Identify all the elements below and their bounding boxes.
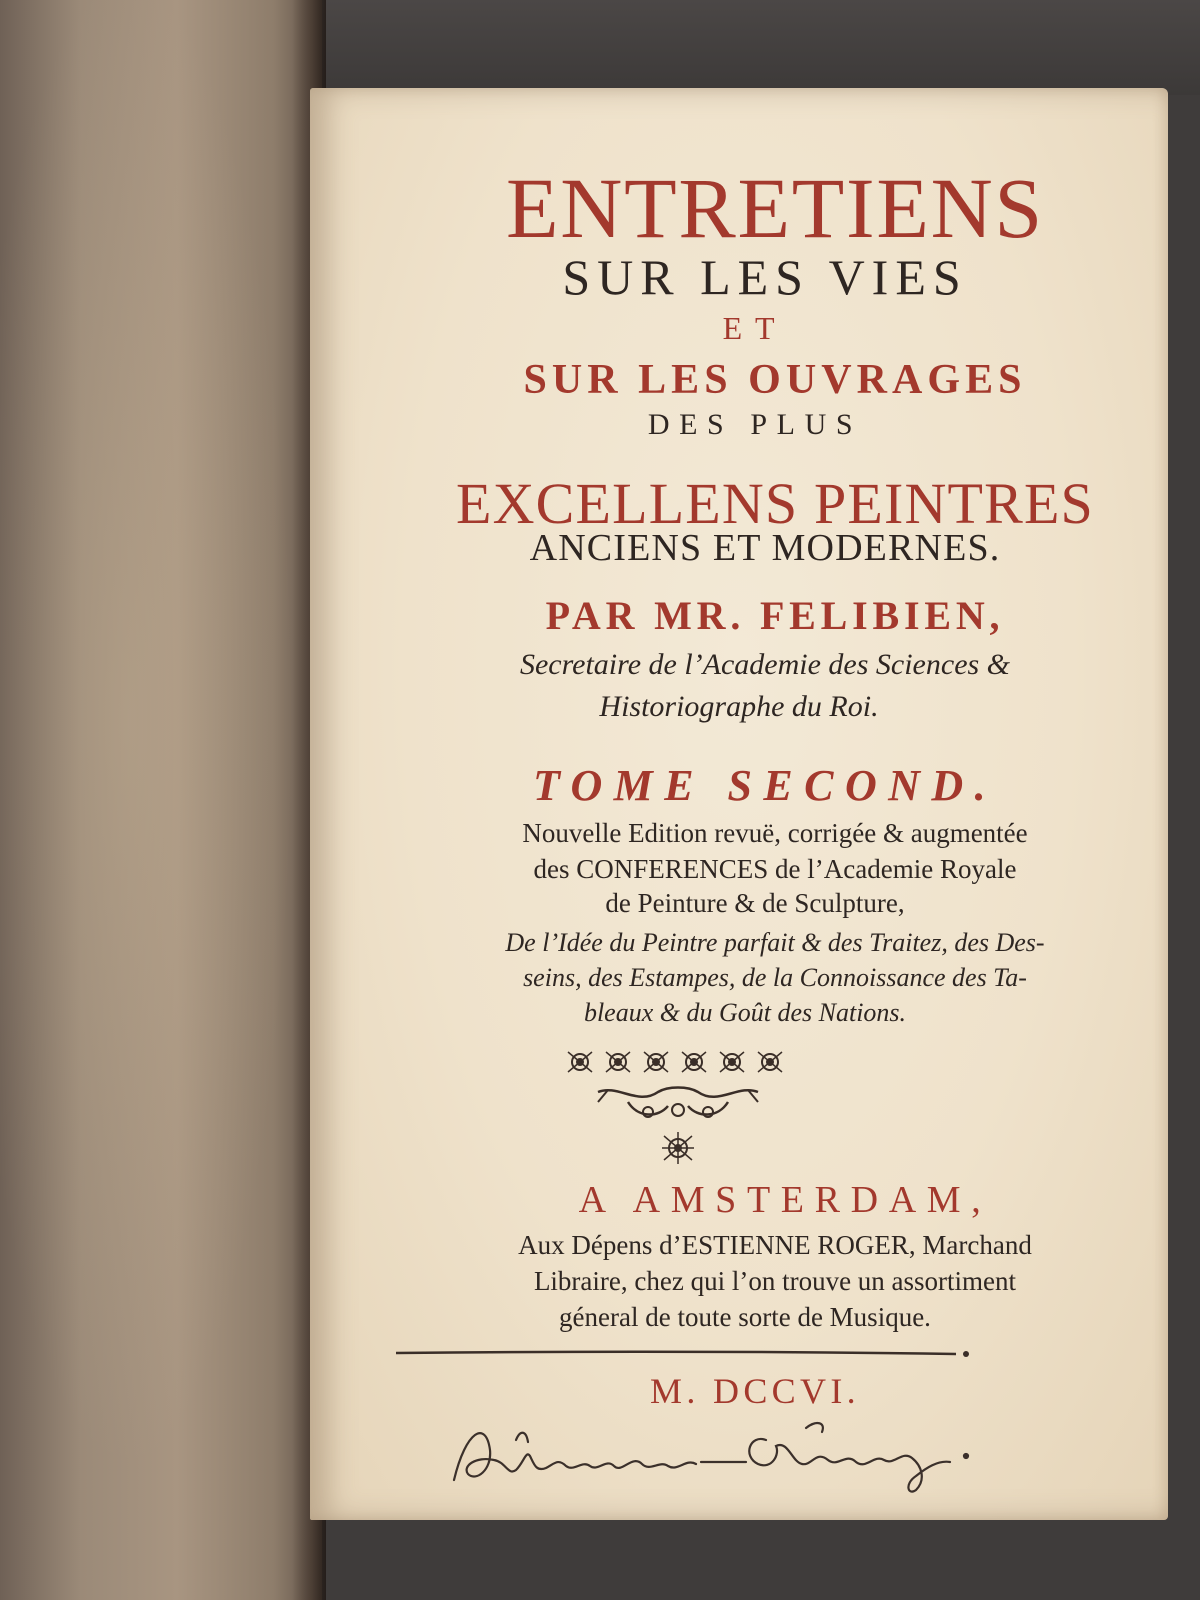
divider-rule [396,1348,976,1358]
imprint-place: A AMSTERDAM, [578,1179,992,1221]
edition-line-2: des CONFERENCES de l’Academie Royale [533,854,1017,884]
contents-line-2: seins, des Estampes, de la Connoissance des Ta- [523,963,1027,992]
handwritten-signature [446,1410,986,1500]
ornament-bottom-rosette [662,1132,694,1164]
imprint-date: M. DCCVI. [650,1371,860,1411]
ornament-rosette-row [568,1052,782,1072]
contents-line-3: bleaux & du Goût des Nations. [583,998,907,1027]
author-role-2: Historiographe du Roi. [599,690,879,723]
title-page [310,88,1168,1520]
author-role-1: Secretaire de l’Academie des Sciences & [519,648,1011,681]
printers-ornament-icon [558,1040,798,1170]
title-excellens: EXCELLENS PEINTRES [456,471,1094,536]
title-sub: SUR LES VIES [562,249,968,305]
edition-line-1: Nouvelle Edition revuë, corrigée & augmentée [522,818,1028,848]
contents-line-1: De l’Idée du Peintre parfait & des Traitez, des Des- [505,928,1045,957]
edition-line-3: de Peinture & de Sculpture, [605,888,905,918]
imprint-line-2: Libraire, chez qui l’on trouve un assortiment [533,1266,1017,1296]
title-conjunction: ET [722,310,788,346]
title-main: ENTRETIENS [506,160,1044,256]
author-line: PAR MR. FELIBIEN, [545,593,1005,638]
title-anciens: ANCIENS ET MODERNES. [529,527,1001,569]
title-page-content [310,88,1168,1520]
imprint-line-3: géneral de toute sorte de Musique. [559,1302,931,1332]
title-des-plus: DES PLUS [647,408,863,441]
ornament-scroll [598,1088,758,1118]
book-binding [0,0,322,1600]
volume-label: TOME SECOND. [532,761,998,810]
imprint-line-1: Aux Dépens d’ESTIENNE ROGER, Marchand [518,1230,1032,1260]
title-ouvrages: SUR LES OUVRAGES [523,357,1027,403]
